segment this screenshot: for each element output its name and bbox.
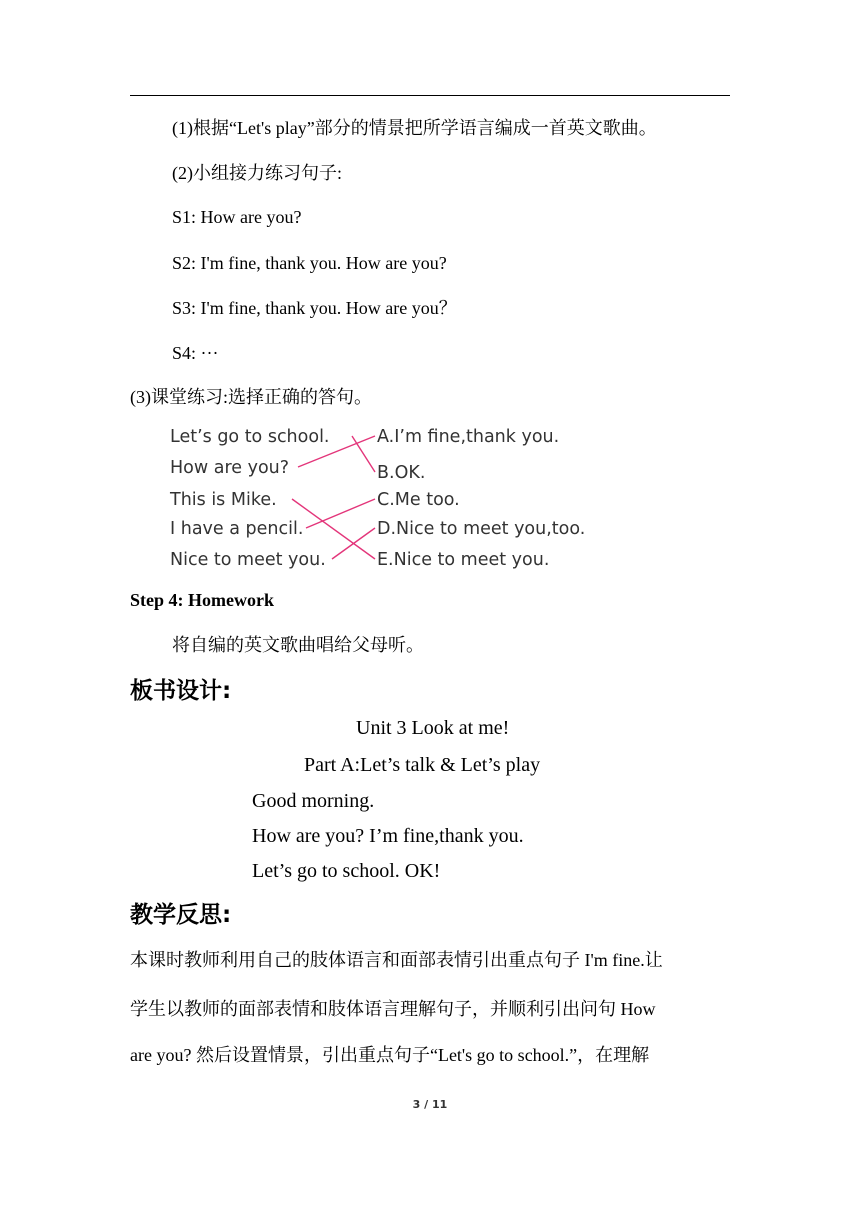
dialog-s3: S3: I'm fine, thank you. How are you？ [172, 298, 457, 318]
right-item-1: B.OK. [377, 463, 426, 483]
left-item-3: I have a pencil. [170, 519, 304, 539]
match-line-0 [352, 436, 375, 472]
matching-exercise [0, 0, 860, 600]
match-line-3 [306, 499, 375, 528]
board-subtitle: Part A:Let’s talk & Let’s play [304, 754, 541, 776]
board-heading: 板书设计: [130, 678, 232, 704]
item-1: (1)根据“Let's play”部分的情景把所学语言编成一首英文歌曲。 [172, 118, 657, 138]
reflection-line-3: are you? 然后设置情景，引出重点句子“Let's go to school.”，在理解 [130, 1045, 650, 1065]
right-item-2: C.Me too. [377, 490, 460, 510]
dialog-s2: S2: I'm fine, thank you. How are you? [172, 253, 447, 273]
right-item-3: D.Nice to meet you,too. [377, 519, 586, 539]
right-item-0: A.I’m fine,thank you. [377, 427, 560, 447]
dialog-s1: S1: How are you? [172, 207, 302, 227]
step4-text: 将自编的英文歌曲唱给父母听。 [172, 635, 424, 655]
left-item-4: Nice to meet you. [170, 550, 326, 570]
left-item-0: Let’s go to school. [170, 427, 330, 447]
board-title: Unit 3 Look at me! [356, 717, 510, 739]
step4-title: Step 4: Homework [130, 590, 274, 610]
left-item-2: This is Mike. [170, 490, 277, 510]
reflection-line-1: 本课时教师利用自己的肢体语言和面部表情引出重点句子 I'm fine.让 [130, 950, 663, 970]
board-line-2: How are you? I’m fine,thank you. [252, 825, 524, 847]
page-number: 3 / 11 [412, 1098, 448, 1111]
dialog-s4: S4: ··· [172, 343, 219, 363]
left-item-1: How are you? [170, 458, 290, 478]
item-2: (2)小组接力练习句子: [172, 163, 342, 183]
board-line-1: Good morning. [252, 790, 375, 812]
reflection-heading: 教学反思: [130, 902, 232, 928]
item-3: (3)课堂练习:选择正确的答句。 [130, 387, 372, 407]
right-item-4: E.Nice to meet you. [377, 550, 550, 570]
reflection-line-2: 学生以教师的面部表情和肢体语言理解句子，并顺利引出问句 How [130, 999, 656, 1019]
board-line-3: Let’s go to school. OK! [252, 860, 441, 882]
